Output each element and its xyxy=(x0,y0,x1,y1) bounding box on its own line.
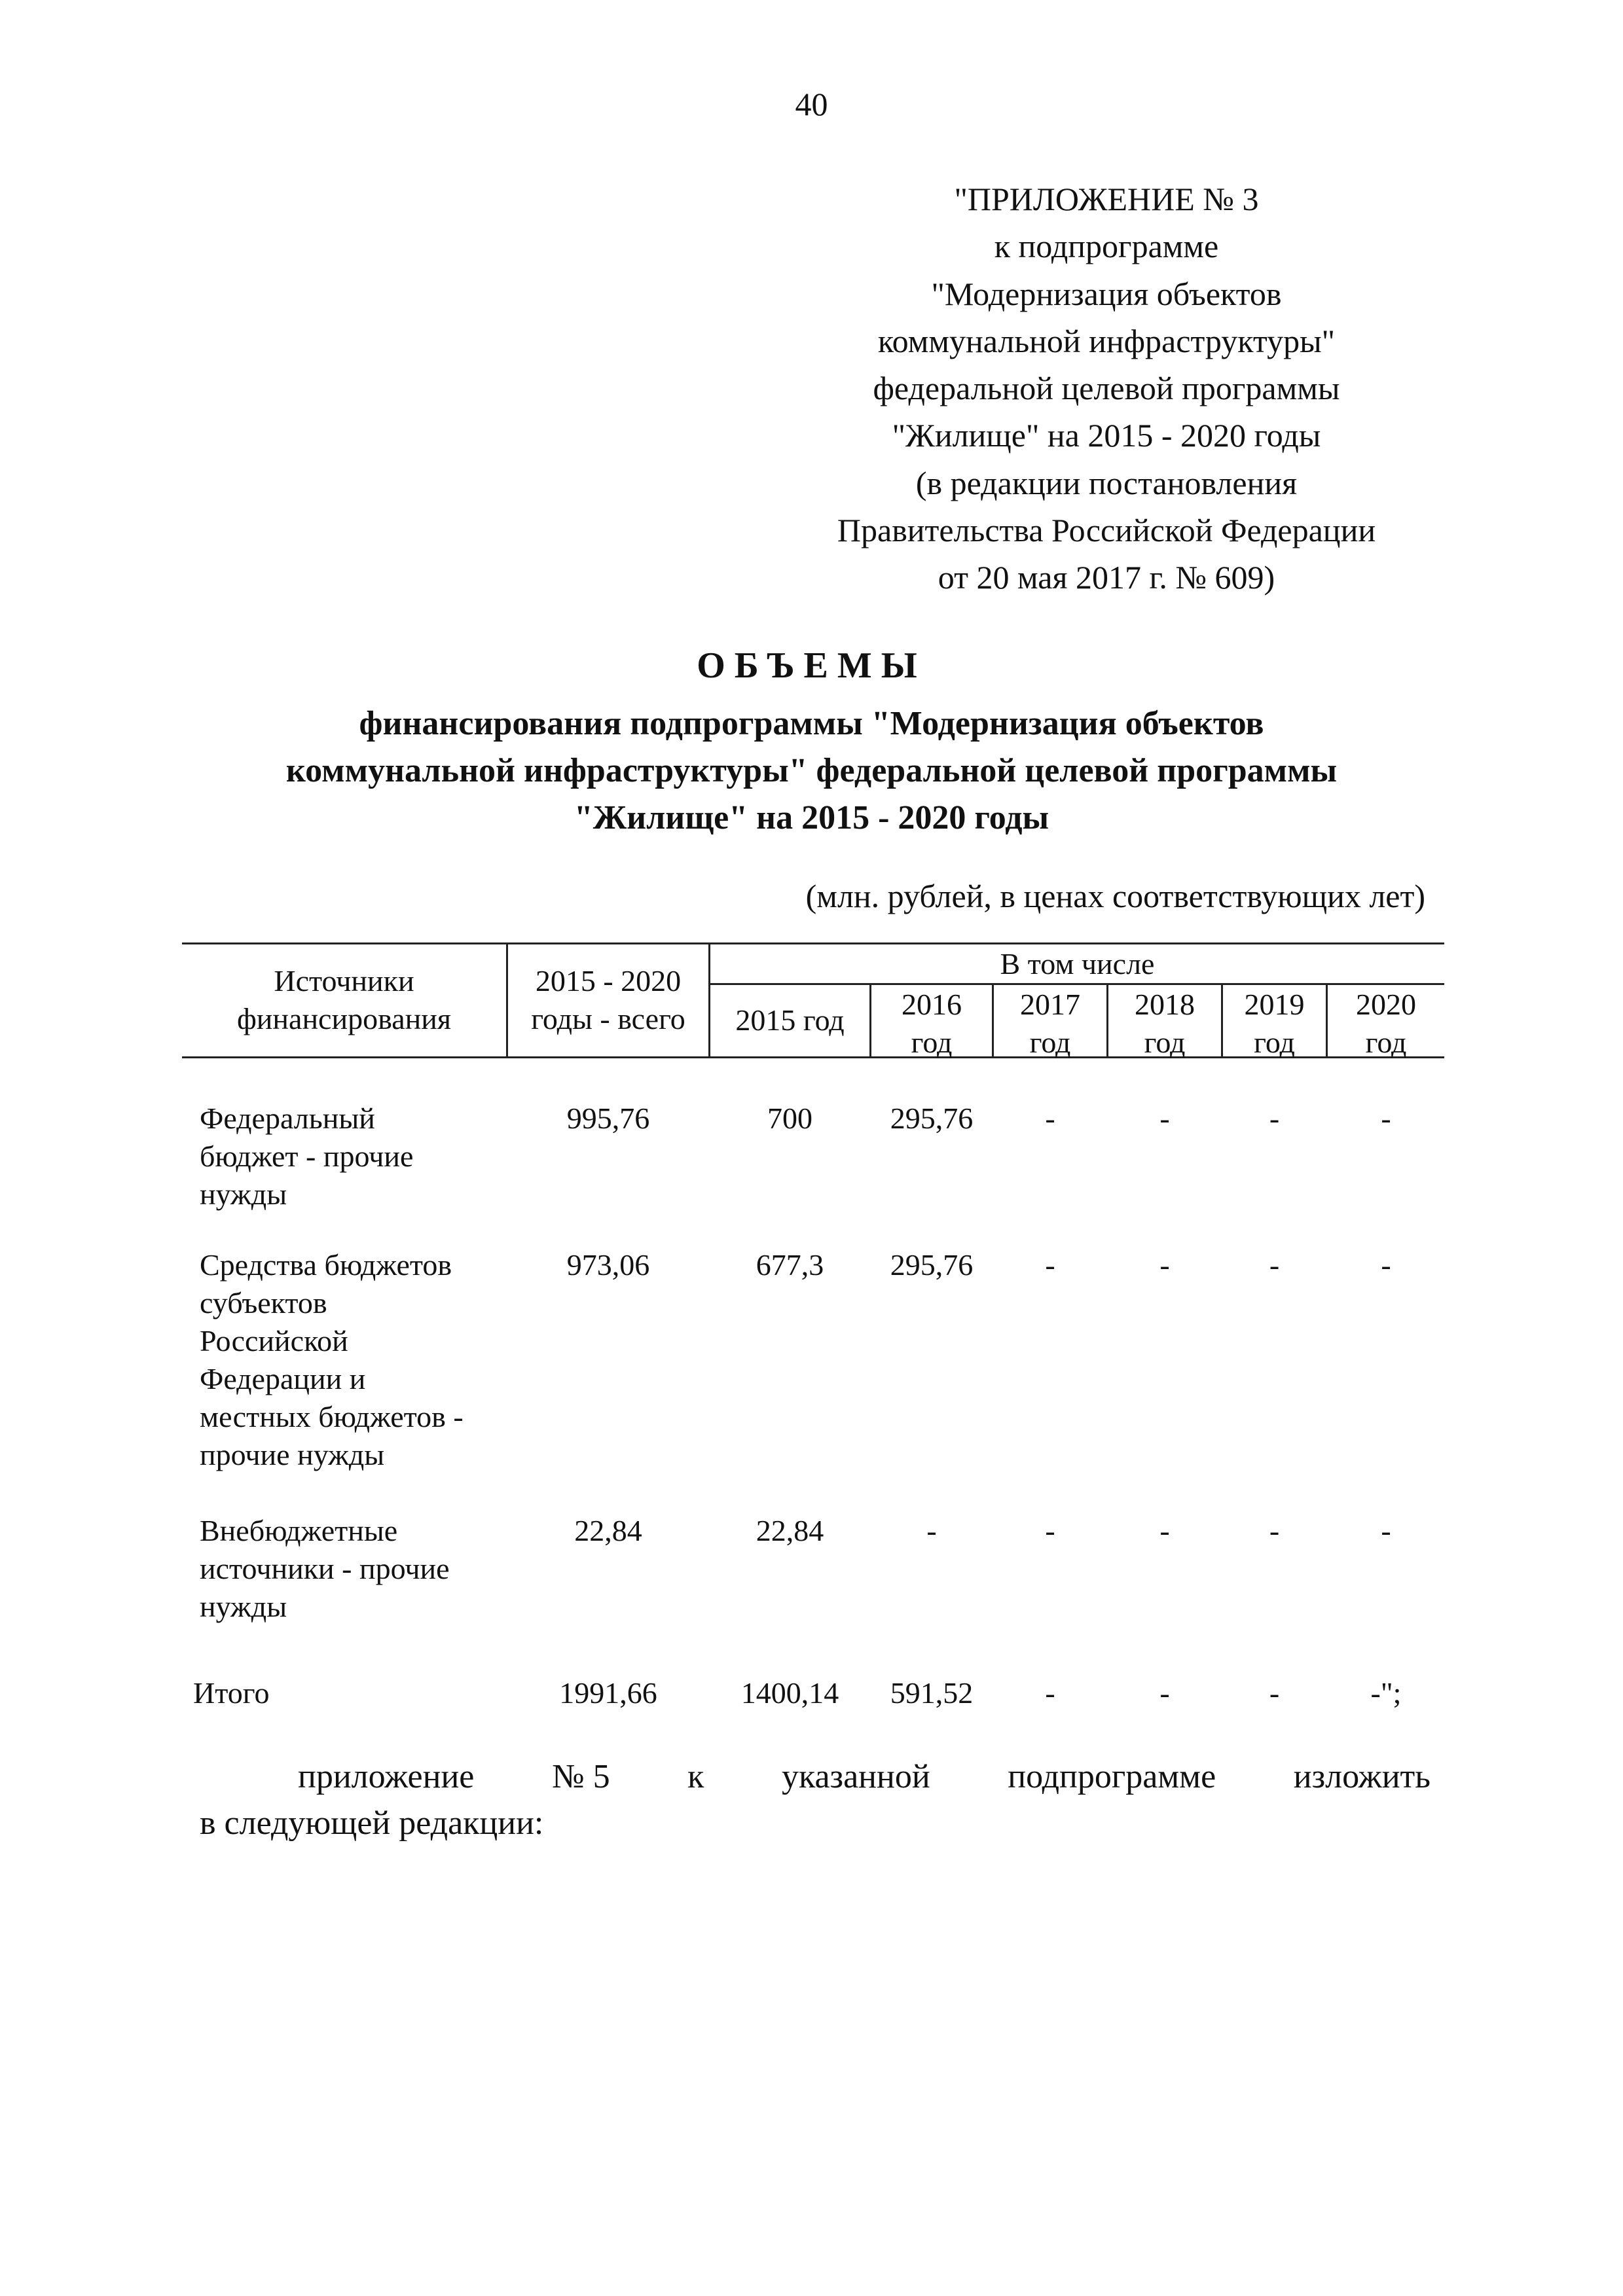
subtitle-line: коммунальной инфраструктуры" федеральной целевой программы xyxy=(285,752,1338,789)
row-value: - xyxy=(1381,1248,1391,1282)
row-total: 22,84 xyxy=(574,1514,642,1547)
header-sources-line: Источники xyxy=(274,964,414,997)
appendix-line: "Модернизация объектов xyxy=(931,275,1282,312)
row-value: 700 xyxy=(767,1102,812,1135)
row-label: Итого xyxy=(193,1676,270,1710)
appendix-header xyxy=(746,175,1467,601)
header-sources-line: финансирования xyxy=(236,1002,452,1035)
row-label-line: субъектов xyxy=(200,1286,327,1319)
header-year-2015: 2015 год xyxy=(735,1003,845,1037)
header-year-2017 xyxy=(994,986,1106,1062)
table-subheader-rule xyxy=(708,983,1444,985)
header-year-2018 xyxy=(1108,986,1221,1062)
row-value: 295,76 xyxy=(890,1248,974,1282)
row-value: - xyxy=(1159,1514,1170,1547)
header-total-line: годы - всего xyxy=(531,1002,685,1035)
closing-line xyxy=(200,1757,1431,1796)
header-year-value: 2019 xyxy=(1244,988,1305,1021)
closing-word: к xyxy=(687,1758,704,1795)
row-value: 677,3 xyxy=(756,1248,824,1282)
appendix-line: федеральной целевой программы xyxy=(873,370,1340,407)
row-value: -"; xyxy=(1370,1676,1402,1710)
row-value: - xyxy=(1045,1102,1055,1135)
header-year-value: 2016 xyxy=(902,988,962,1021)
row-value: 22,84 xyxy=(756,1514,824,1547)
row-value: - xyxy=(1159,1676,1170,1710)
appendix-line: Правительства Российской Федерации xyxy=(837,512,1376,549)
row-value: 1400,14 xyxy=(740,1676,839,1710)
row-label-line: источники - прочие xyxy=(200,1552,450,1585)
row-label-line: нужды xyxy=(200,1590,287,1623)
row-label-line: местных бюджетов - xyxy=(200,1400,464,1433)
row-label xyxy=(200,1512,507,1626)
closing-word: подпрограмме xyxy=(1008,1758,1216,1795)
header-year-unit: год xyxy=(1144,1026,1186,1059)
row-total: 1991,66 xyxy=(559,1676,657,1710)
row-value: - xyxy=(1381,1514,1391,1547)
page-number: 40 xyxy=(795,86,828,122)
row-value: - xyxy=(1269,1248,1280,1282)
row-value: - xyxy=(1381,1102,1391,1135)
row-value: - xyxy=(1045,1676,1055,1710)
closing-paragraph xyxy=(200,1757,1431,1842)
closing-line: в следующей редакции: xyxy=(200,1804,544,1842)
row-value: - xyxy=(926,1514,937,1547)
row-value: - xyxy=(1269,1514,1280,1547)
row-value: - xyxy=(1159,1248,1170,1282)
document-title: ОБЪЕМЫ xyxy=(697,645,926,686)
row-value: - xyxy=(1269,1676,1280,1710)
document-subtitle xyxy=(0,700,1623,842)
subtitle-line: "Жилище" на 2015 - 2020 годы xyxy=(574,799,1049,836)
row-value: - xyxy=(1045,1514,1055,1547)
row-label-line: Российской xyxy=(200,1324,348,1357)
row-label-line: прочие нужды xyxy=(200,1438,385,1471)
header-year-2019 xyxy=(1223,986,1326,1062)
row-value: - xyxy=(1269,1102,1280,1135)
appendix-line: (в редакции постановления xyxy=(915,464,1298,501)
header-year-2020 xyxy=(1328,986,1444,1062)
header-year-unit: год xyxy=(1365,1026,1407,1059)
header-year-value: 2018 xyxy=(1135,988,1195,1021)
header-total-line: 2015 - 2020 xyxy=(535,964,682,997)
row-label-line: Средства бюджетов xyxy=(200,1248,452,1282)
row-value: - xyxy=(1045,1248,1055,1282)
row-label xyxy=(200,1100,507,1213)
closing-word: приложение xyxy=(298,1758,475,1795)
row-label-line: бюджет - прочие xyxy=(200,1139,414,1173)
header-year-unit: год xyxy=(911,1026,953,1059)
table-top-rule xyxy=(182,942,1444,944)
appendix-line: от 20 мая 2017 г. № 609) xyxy=(938,559,1275,596)
row-value: - xyxy=(1159,1102,1170,1135)
closing-word: изложить xyxy=(1293,1758,1431,1795)
row-label-line: нужды xyxy=(200,1177,287,1211)
row-label-line: Внебюджетные xyxy=(200,1514,398,1547)
appendix-line: к подпрограмме xyxy=(994,228,1219,265)
appendix-line: "ПРИЛОЖЕНИЕ № 3 xyxy=(954,181,1259,217)
row-total: 995,76 xyxy=(566,1102,650,1135)
row-label-line: Федерации и xyxy=(200,1362,366,1395)
row-label xyxy=(200,1246,507,1474)
row-label-line: Федеральный xyxy=(200,1102,375,1135)
header-including: В том числе xyxy=(1000,947,1155,980)
header-total xyxy=(508,962,708,1038)
appendix-line: "Жилище" на 2015 - 2020 годы xyxy=(892,417,1321,454)
units-note: (млн. рублей, в ценах соответствующих лет) xyxy=(805,878,1425,914)
header-year-2016 xyxy=(871,986,992,1062)
appendix-line: коммунальной инфраструктуры" xyxy=(877,322,1336,359)
header-year-value: 2017 xyxy=(1020,988,1080,1021)
header-year-unit: год xyxy=(1029,1026,1071,1059)
closing-word: указанной xyxy=(782,1758,930,1795)
header-year-value: 2020 xyxy=(1356,988,1416,1021)
header-year-unit: год xyxy=(1254,1026,1295,1059)
subtitle-line: финансирования подпрограммы "Модернизация объектов xyxy=(359,705,1264,742)
row-total: 973,06 xyxy=(566,1248,650,1282)
closing-word: № 5 xyxy=(551,1758,610,1795)
row-value: 591,52 xyxy=(890,1676,974,1710)
header-sources xyxy=(182,962,506,1038)
row-value: 295,76 xyxy=(890,1102,974,1135)
